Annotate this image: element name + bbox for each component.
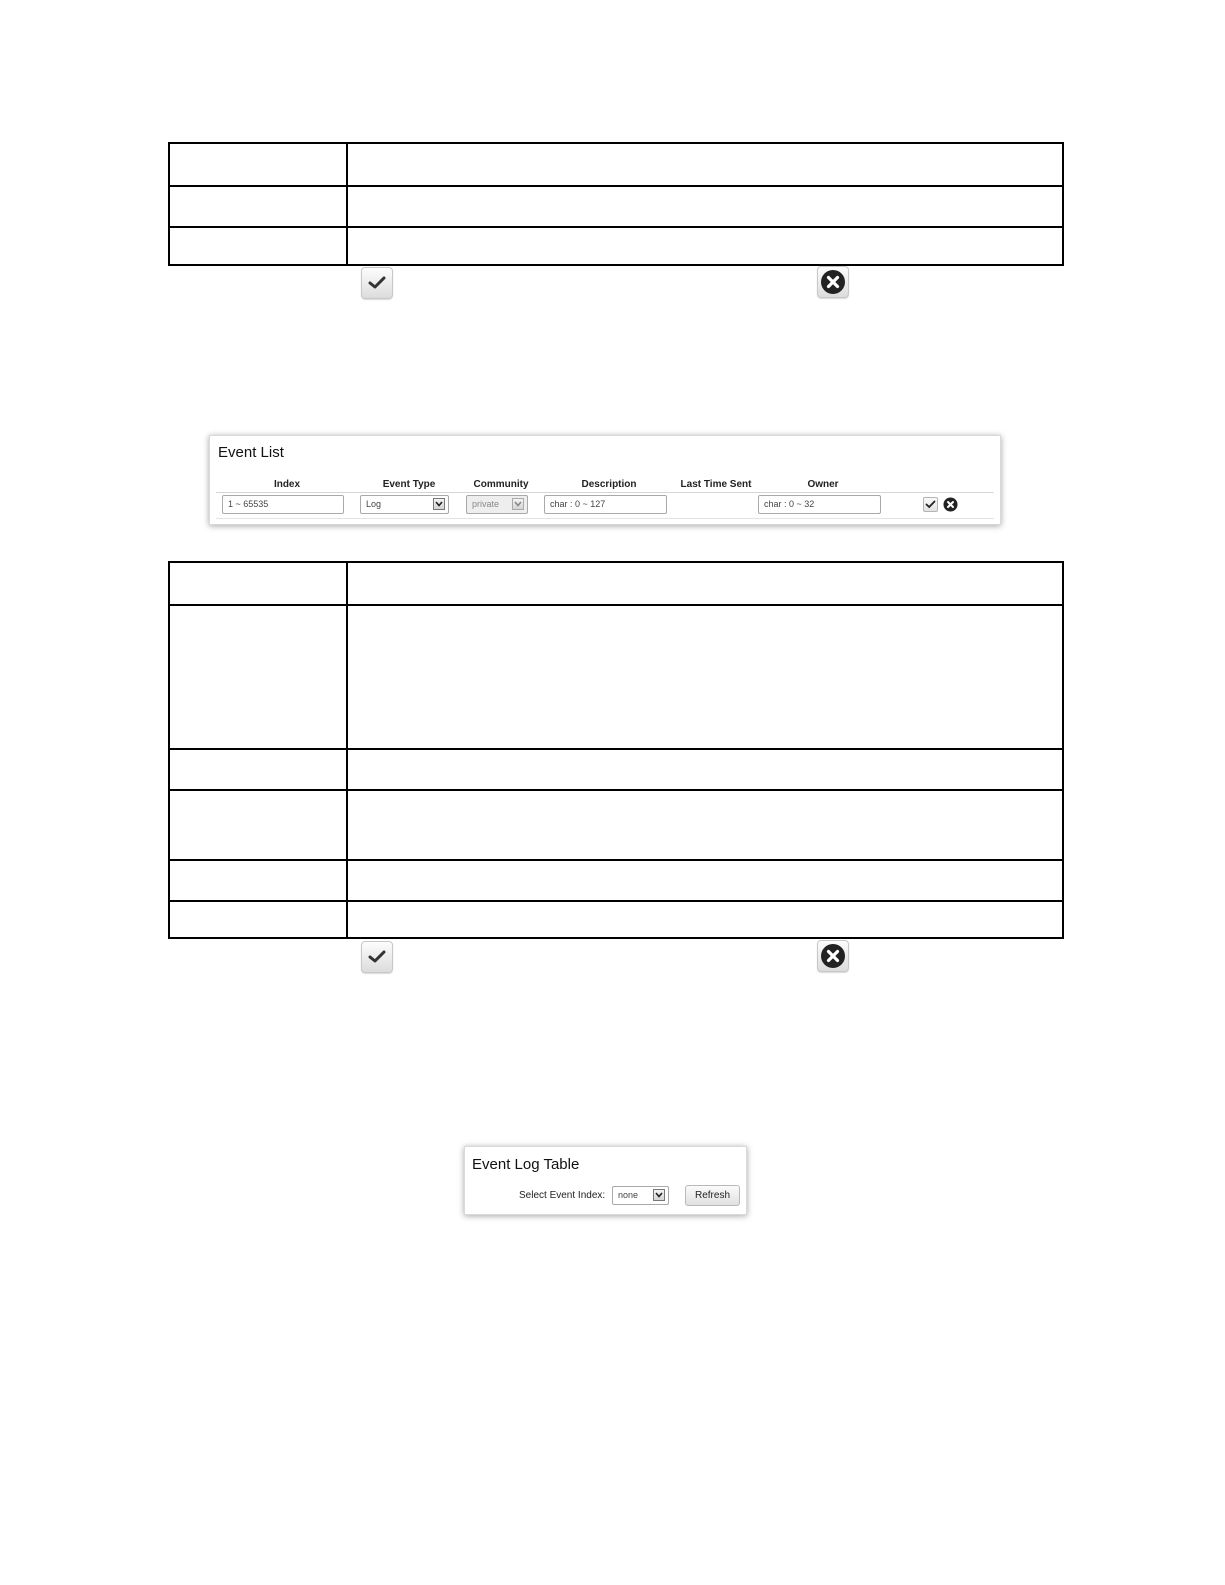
check-icon — [367, 275, 387, 291]
header-divider — [216, 492, 994, 493]
table-row — [170, 226, 1062, 264]
table-row — [170, 900, 1062, 937]
description-table-2 — [168, 561, 1064, 939]
community-value: private — [472, 499, 500, 509]
select-event-index-label: Select Event Index: — [519, 1190, 606, 1201]
event-list-panel — [209, 435, 1001, 525]
row-apply-button[interactable] — [923, 497, 938, 512]
column-header-community: Community — [473, 479, 529, 490]
table-row — [170, 144, 1062, 185]
table-row — [170, 604, 1062, 748]
event-index-value: none — [618, 1190, 639, 1200]
row-cancel-button[interactable] — [943, 497, 958, 512]
chevron-down-icon — [433, 498, 445, 510]
event-type-value: Log — [366, 499, 382, 509]
close-circle-icon — [943, 497, 958, 512]
column-header-index: Index — [273, 479, 301, 490]
event-type-select[interactable] — [360, 495, 449, 514]
description-input[interactable]: char : 0 ~ 127 — [544, 495, 667, 514]
panel-title: Event List — [218, 444, 284, 461]
table-row — [170, 563, 1062, 604]
community-select — [466, 495, 528, 514]
chevron-down-icon — [653, 1189, 665, 1201]
check-icon — [925, 500, 936, 509]
check-icon — [367, 949, 387, 965]
panel-title: Event Log Table — [472, 1156, 580, 1173]
cancel-button-2[interactable] — [817, 940, 849, 972]
table-row — [170, 859, 1062, 900]
column-header-last-time-sent: Last Time Sent — [680, 479, 752, 490]
event-log-table-panel — [464, 1146, 747, 1215]
cancel-button-1[interactable] — [817, 266, 849, 298]
index-input[interactable]: 1 ~ 65535 — [222, 495, 344, 514]
chevron-down-icon — [512, 498, 524, 510]
apply-button-2[interactable] — [361, 941, 393, 973]
column-header-event-type: Event Type — [382, 479, 436, 490]
owner-input[interactable]: char : 0 ~ 32 — [758, 495, 881, 514]
row-divider — [216, 518, 994, 519]
description-table-1 — [168, 142, 1064, 266]
event-index-select[interactable] — [612, 1186, 669, 1205]
table-row — [170, 789, 1062, 859]
table-row — [170, 185, 1062, 226]
apply-button-1[interactable] — [361, 267, 393, 299]
table-row — [170, 748, 1062, 789]
column-header-owner: Owner — [807, 479, 839, 490]
refresh-button[interactable]: Refresh — [685, 1185, 740, 1206]
column-header-description: Description — [581, 479, 637, 490]
close-circle-icon — [820, 943, 846, 969]
close-circle-icon — [820, 269, 846, 295]
